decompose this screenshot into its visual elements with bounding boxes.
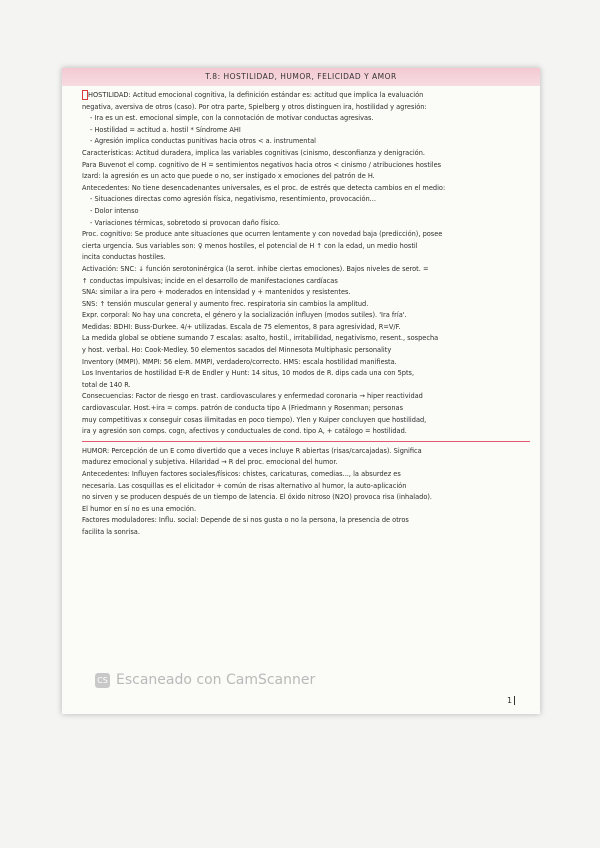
note-line: Proc. cognitivo: Se produce ante situaciones que ocurren lentamente y con novedad baja (predicción), posee: [82, 230, 443, 239]
note-line: y host. verbal. Ho: Cook-Medley. 50 elementos sacados del Minnesota Multiphasic personality: [82, 346, 392, 355]
camscanner-icon: CS: [95, 673, 110, 688]
note-line: cierta urgencia. Sus variables son: ♀ menos hostiles, el potencial de H ↑ con la edad, un medio hostil: [82, 241, 418, 250]
note-line: Expr. corporal: No hay una concreta, el género y la socialización influyen (modos sutiles). 'Ira fría'.: [82, 311, 407, 320]
note-line: Características: Actitud duradera, implica las variables cognitivas (cinismo, desconfianza y denigración.: [82, 148, 425, 157]
page-title: T.8: HOSTILIDAD, HUMOR, FELICIDAD Y AMOR: [205, 72, 397, 81]
section-divider: [82, 441, 530, 442]
note-line: total de 140 R.: [82, 380, 131, 389]
note-line: Inventory (MMPI). MMPI: 56 elem. MMPI, verdadero/correcto. HMS: escala hostilidad manifiesta.: [82, 357, 397, 366]
note-line: incita conductas hostiles.: [82, 253, 166, 262]
note-text: HOSTILIDAD: Actitud emocional cognitiva, la definición estándar es: actitud que implica la evaluación: [88, 91, 424, 99]
note-line: muy competitivas x conseguir cosas ilimitadas en poco tiempo). Ylen y Kuiper concluyen que hostilidad,: [82, 415, 427, 424]
note-line: - Situaciones directas como agresión física, negativismo, resentimiento, provocación...: [90, 195, 376, 204]
note-line: SNS: ↑ tensión muscular general y aumento frec. respiratoria sin cambios la amplitud.: [82, 299, 369, 308]
note-line: La medida global se obtiene sumando 7 escalas: asalto, hostil., irritabilidad, negativismo, resent., sospecha: [82, 334, 439, 343]
note-line: necesaria. Las cosquillas es el elicitador + común de risas alternativo al humor, la auto-aplicación: [82, 481, 407, 490]
note-line: - Dolor intenso: [90, 206, 139, 215]
watermark-text: Escaneado con CamScanner: [116, 672, 316, 688]
note-line: ira y agresión son comps. cogn, afectivos y conductuales de cond. tipo A, + catálogo = hostilidad.: [82, 427, 407, 436]
note-line: cardiovascular. Host.+ira = comps. patrón de conducta tipo A (Friedmann y Rosenman; personas: [82, 404, 404, 413]
notes-body: [82, 90, 530, 539]
note-line: El humor en sí no es una emoción.: [82, 504, 197, 513]
note-line: - Hostilidad = actitud a. hostil * Síndrome AHI: [90, 125, 241, 134]
note-line: - Agresión implica conductas punitivas hacia otros < a. instrumental: [90, 137, 316, 146]
note-line: Factores moduladores: Influ. social: Depende de si nos gusta o no la persona, la presencia de otros: [82, 516, 409, 525]
note-line: no sirven y se producen después de un tiempo de latencia. El óxido nitroso (N2O) provoca risa (inhalado).: [82, 493, 433, 502]
note-line: [82, 90, 530, 102]
note-line: Los Inventarios de hostilidad E-R de Endler y Hunt: 14 situs, 10 modos de R. dips cada una con 5pts,: [82, 369, 415, 378]
camscanner-watermark: [95, 672, 315, 688]
note-line: negativa, aversiva de otros (caso). Por otra parte, Spielberg y otros distinguen ira, hostilidad y agresión:: [82, 102, 427, 111]
scanned-page: [62, 68, 540, 714]
note-line: Izard: la agresión es un acto que puede o no, ser instigado x emociones del patrón de H.: [82, 172, 375, 181]
note-line: Para Buvenot el comp. cognitivo de H = sentimientos negativos hacia otros < cinismo / atribuciones hostiles: [82, 160, 442, 169]
note-line: ↑ conductas impulsivas; incide en el desarrollo de manifestaciones cardíacas: [82, 276, 338, 285]
note-line: Antecedentes: No tiene desencadenantes universales, es el proc. de estrés que detecta cambios en el medio:: [82, 183, 446, 192]
note-line: facilita la sonrisa.: [82, 527, 140, 536]
note-line: HUMOR: Percepción de un E como divertido que a veces incluye R abiertas (risas/carcajadas). Significa: [82, 446, 422, 455]
note-line: - Variaciones térmicas, sobretodo si provocan daño físico.: [90, 218, 280, 227]
note-line: Antecedentes: Influyen factores sociales/físicos: chistes, caricaturas, comedias..., la absurdez es: [82, 470, 401, 478]
page-number: 1: [507, 696, 515, 705]
note-line: madurez emocional y subjetiva. Hilaridad → R del proc. emocional del humor.: [82, 458, 338, 467]
note-line: Consecuencias: Factor de riesgo en trast. cardiovasculares y enfermedad coronaria → hiper reactividad: [82, 392, 423, 401]
note-line: SNA: similar a ira pero + moderados en intensidad y + mantenidos y resistentes.: [82, 288, 351, 297]
note-line: Medidas: BDHI: Buss-Durkee. 4/+ utilizadas. Escala de 75 elementos, 8 para agresividad, R=V/F.: [82, 322, 401, 331]
note-line: - Ira es un est. emocional simple, con la connotación de motivar conductas agresivas.: [90, 114, 374, 123]
note-line: Activación: SNC: ↓ función serotoninérgica (la serot. inhibe ciertas emociones). Bajos niveles de serot. =: [82, 264, 429, 273]
